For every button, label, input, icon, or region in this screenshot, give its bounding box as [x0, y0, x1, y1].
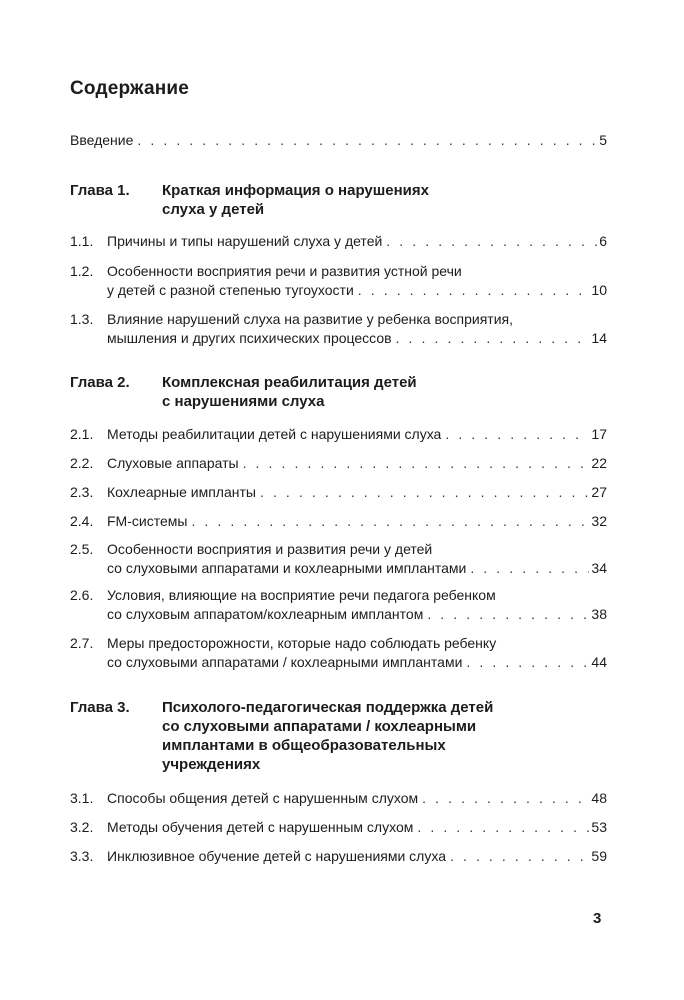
entry-number: 2.4.: [70, 513, 94, 529]
toc-entry-1-1[interactable]: [70, 232, 607, 251]
dot-leader: [422, 789, 589, 808]
entry-number: 2.7.: [70, 635, 94, 651]
entry-page: 44: [591, 654, 607, 670]
entry-number: 2.2.: [70, 455, 94, 471]
entry-text-line: Влияние нарушений слуха на развитие у ребенка восприятия,: [107, 311, 513, 327]
dot-leader: [260, 483, 589, 502]
entry-text-line: Меры предосторожности, которые надо соблюдать ребенку: [107, 635, 497, 651]
chapter-title-line: Психолого-педагогическая поддержка детей: [162, 699, 494, 716]
entry-number: 2.6.: [70, 587, 94, 603]
page-number: 3: [593, 910, 602, 927]
chapter-heading[interactable]: [70, 698, 607, 774]
entry-number: 3.1.: [70, 790, 94, 806]
chapter-2-heading: [70, 373, 607, 411]
toc-intro: [70, 131, 607, 150]
dot-leader: [137, 131, 597, 150]
entry-page: 32: [591, 513, 607, 529]
toc-entry-3-3[interactable]: [70, 847, 607, 866]
chapter-title-line: слуха у детей: [162, 201, 265, 218]
chapter-title-line: Краткая информация о нарушениях: [162, 182, 429, 199]
chapter-1-heading: [70, 181, 607, 219]
entry-page: 10: [591, 282, 607, 298]
entry-text-line: Условия, влияющие на восприятие речи педагога ребенком: [107, 587, 496, 603]
entry-text: Способы общения детей с нарушенным слухом: [107, 790, 419, 806]
toc-entry-2-6[interactable]: [70, 586, 607, 624]
dot-leader: [466, 653, 589, 672]
toc-entry-3-1[interactable]: [70, 789, 607, 808]
entry-text: Причины и типы нарушений слуха у детей: [107, 233, 383, 249]
dot-leader: [450, 847, 589, 866]
chapter-title-line: с нарушениями слуха: [162, 393, 325, 410]
dot-leader: [396, 329, 590, 348]
entry-text-line: Особенности восприятия речи и развития устной речи: [107, 263, 462, 279]
toc-entry-2-5[interactable]: [70, 540, 607, 578]
entry-page: 38: [591, 606, 607, 622]
chapter-heading[interactable]: [70, 373, 607, 411]
entry-text: со слуховым аппаратом/кохлеарным имплантом: [107, 606, 424, 622]
toc-entry-3-2[interactable]: [70, 818, 607, 837]
entry-page: 59: [591, 848, 607, 864]
dot-leader: [243, 454, 590, 473]
chapter-title-line: Комплексная реабилитация детей: [162, 374, 417, 391]
chapter-heading[interactable]: [70, 181, 607, 219]
entry-text: со слуховыми аппаратами / кохлеарными имплантами: [107, 654, 463, 670]
dot-leader: [427, 605, 589, 624]
toc-entry-2-2[interactable]: [70, 454, 607, 473]
entry-number: 2.1.: [70, 426, 94, 442]
entry-number: 3.2.: [70, 819, 94, 835]
entry-text-line: Особенности восприятия и развития речи у детей: [107, 541, 433, 557]
entry-page: 27: [591, 484, 607, 500]
entry-text: Методы обучения детей с нарушенным слухом: [107, 819, 414, 835]
chapter-3-heading: [70, 698, 607, 774]
entry-number: 2.5.: [70, 541, 94, 557]
toc-entry-2-7[interactable]: [70, 634, 607, 672]
chapter-label: Глава 1.: [70, 182, 130, 199]
chapter-title-line: имплантами в общеобразовательных: [162, 737, 446, 754]
chapter-title-line: со слуховыми аппаратами / кохлеарными: [162, 718, 477, 735]
toc-entry-1-2[interactable]: [70, 262, 607, 300]
entry-text: FM-системы: [107, 513, 188, 529]
entry-page: 22: [591, 455, 607, 471]
entry-text: Слуховые аппараты: [107, 455, 239, 471]
entry-number: 3.3.: [70, 848, 94, 864]
dot-leader: [445, 425, 589, 444]
page-title: Содержание: [70, 78, 190, 99]
entry-page: 53: [591, 819, 607, 835]
toc-entry-1-3[interactable]: [70, 310, 607, 348]
chapter-title-line: учреждениях: [162, 756, 261, 773]
dot-leader: [386, 232, 597, 251]
dot-leader: [358, 281, 590, 300]
entry-number: 1.2.: [70, 263, 94, 279]
entry-page: 5: [599, 132, 607, 148]
toc-entry-intro[interactable]: [70, 131, 607, 150]
entry-page: 6: [599, 233, 607, 249]
dot-leader: [470, 559, 589, 578]
chapter-label: Глава 2.: [70, 374, 130, 391]
entry-number: 1.1.: [70, 233, 94, 249]
dot-leader: [191, 512, 589, 531]
entry-text: Методы реабилитации детей с нарушениями слуха: [107, 426, 442, 442]
chapter-label: Глава 3.: [70, 699, 130, 716]
toc-entry-2-4[interactable]: [70, 512, 607, 531]
toc-entry-2-3[interactable]: [70, 483, 607, 502]
entry-text: Кохлеарные импланты: [107, 484, 256, 500]
dot-leader: [417, 818, 589, 837]
entry-text: у детей с разной степенью тугоухости: [107, 282, 354, 298]
entry-number: 2.3.: [70, 484, 94, 500]
toc-entry-2-1[interactable]: [70, 425, 607, 444]
entry-text: со слуховыми аппаратами и кохлеарными имплантами: [107, 560, 467, 576]
entry-page: 14: [591, 330, 607, 346]
entry-page: 34: [591, 560, 607, 576]
entry-page: 48: [591, 790, 607, 806]
entry-text: Введение: [70, 132, 134, 148]
entry-text: Инклюзивное обучение детей с нарушениями слуха: [107, 848, 446, 864]
entry-page: 17: [591, 426, 607, 442]
entry-number: 1.3.: [70, 311, 94, 327]
entry-text: мышления и других психических процессов: [107, 330, 392, 346]
